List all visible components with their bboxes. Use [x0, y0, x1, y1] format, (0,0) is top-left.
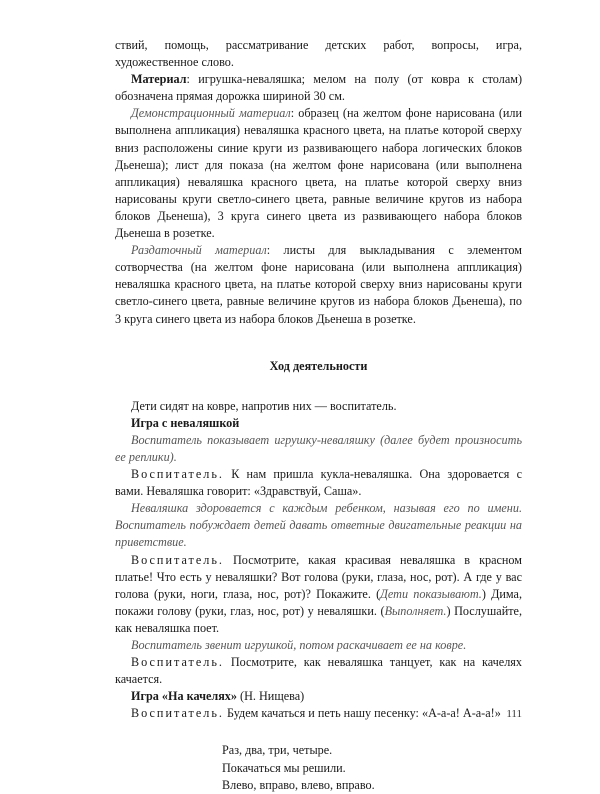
- speaker-label: Воспитатель.: [131, 655, 224, 670]
- paragraph-demo-material: [115, 105, 522, 242]
- inline-stage-direction: Выполняет.: [384, 603, 447, 618]
- material-label: Материал: [131, 72, 187, 87]
- paragraph-methods: ствий, помощь, рассматривание детских работ, вопросы, игра, художественное слово.: [115, 38, 522, 70]
- stage-direction-ring-toy: Воспитатель звенит игрушкой, потом раскачивает ее на ковре.: [131, 638, 467, 652]
- inline-stage-direction: Дети показывают.: [380, 586, 482, 601]
- paragraph-intro: Дети сидят на ковре, напротив них — воспитатель.: [131, 398, 397, 413]
- page-content: [115, 37, 522, 794]
- dialogue-text: Будем качаться и петь нашу песенку: «А-а-а! А-а-а!»: [223, 706, 501, 721]
- dialogue-text: ) Послушайте, как неваляшка поет.: [115, 603, 522, 635]
- poem: [222, 742, 522, 793]
- dialogue-line-greeting: [115, 466, 522, 500]
- paragraph-handout-material: [115, 242, 522, 327]
- game-title-swing-author: (Н. Нищева): [237, 689, 305, 704]
- paragraph-material: [115, 71, 522, 105]
- demo-material-label: Демонстрационный материал: [131, 106, 291, 121]
- handout-material-label: Раздаточный материал: [131, 243, 267, 258]
- game-title-swing: [115, 688, 522, 705]
- dialogue-line-sing: [115, 705, 522, 722]
- game-title-tumbler: Игра с неваляшкой: [131, 415, 240, 430]
- demo-material-text: : образец (на желтом фоне нарисована (или выполнена аппликация) неваляшка красного цвета, на платье которой сверху вниз расположены синие круги из развивающего набора логических блоков Дьенеша); лист для показа (на желтом фоне нарисована (или выполнена аппликация) неваляшка красного цвета, на платье которой сверху вниз нарисованы круги светло-синего цвета, равные величине кругов из набора блоков Дьенеша), 3 круга синего цвета из развивающего набора блоков Дьенеша в розетке.: [115, 106, 522, 241]
- speaker-label: Воспитатель.: [131, 706, 224, 721]
- dialogue-text: Посмотрите, как неваляшка танцует, как на качелях качается.: [115, 655, 522, 687]
- stage-direction-greeting: Неваляшка здоровается с каждым ребенком, называя его по имени. Воспитатель побуждает детей давать ответные двигательные реакции на приветствие.: [115, 501, 522, 550]
- dialogue-text: К нам пришла кукла-неваляшка. Она здоровается с вами. Неваляшка говорит: «Здравствуй, Саша».: [115, 467, 522, 499]
- dialogue-line-body-parts: [115, 552, 522, 637]
- page-number: 111: [506, 708, 522, 720]
- stage-direction-show-toy: Воспитатель показывает игрушку-неваляшку (далее будет произносить ее реплики).: [115, 432, 522, 464]
- handout-material-text: : листы для выкладывания с элементом сотворчества (на желтом фоне нарисована (или выполнена аппликация) неваляшка красного цвета, на платье которой сверху вниз нарисованы круги светло-синего цвета, равные величине кругов из набора блоков Дьенеша), по 3 круга синего цвета из набора блоков Дьенеша в розетке.: [115, 243, 522, 326]
- game-title-swing-name: Игра «На качелях»: [131, 689, 237, 704]
- dialogue-text: ) Дима, покажи голову (руки, глаз, нос, рот) у неваляшки. (: [115, 586, 523, 618]
- poem-line: Покачаться мы решили.: [222, 760, 346, 775]
- dialogue-text: Посмотрите, какая красивая неваляшка в красном платье! Что есть у неваляшки? Вот голова (руки, глаза, нос, рот). А где у вас голова (руки, ноги, глаза, нос, рот)? Покажите. (: [115, 552, 522, 601]
- speaker-label: Воспитатель.: [131, 552, 224, 567]
- poem-line: Раз, два, три, четыре.: [222, 743, 333, 758]
- material-text: : игрушка-неваляшка; мелом на полу (от ковра к столам) обозначена прямая дорожка шириной 30 см.: [115, 72, 522, 104]
- dialogue-line-dance: [115, 654, 522, 688]
- poem-line: Влево, вправо, влево, вправо.: [222, 777, 375, 792]
- speaker-label: Воспитатель.: [131, 467, 224, 482]
- section-title: Ход деятельности: [269, 358, 368, 373]
